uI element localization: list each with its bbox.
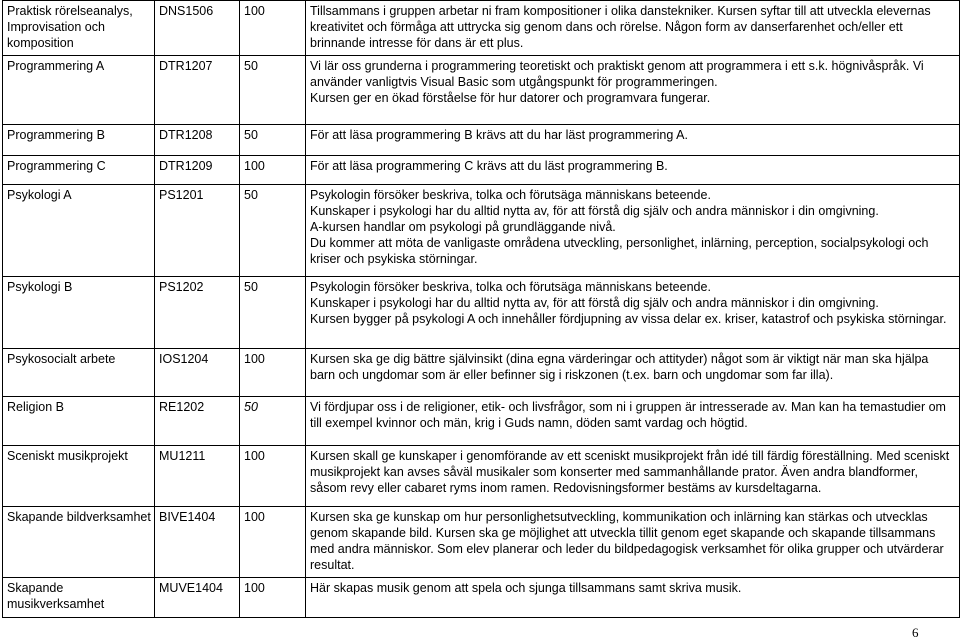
course-description: Kursen ska ge kunskap om hur personlighetsutveckling, kommunikation och inlärning kan stärkas och utvecklas genom skapande bild. Kursen ska ge möjlighet att utveckla tillit genom eget skapande och skapande tillsammans med andra människor. Som elev planerar och leder du bildpedagogisk verksamhet för olika grupper och utvärderar resultat. bbox=[310, 510, 944, 572]
course-code-cell bbox=[155, 397, 240, 446]
table-row bbox=[3, 578, 960, 618]
course-points: 50 bbox=[244, 128, 258, 142]
course-code: DTR1209 bbox=[159, 159, 213, 173]
course-points: 50 bbox=[244, 188, 258, 202]
course-name: Psykologi A bbox=[7, 188, 72, 202]
course-points: 50 bbox=[244, 400, 258, 414]
course-code: DNS1506 bbox=[159, 4, 214, 18]
course-name-cell bbox=[3, 156, 155, 185]
course-description: A-kursen handlar om psykologi på grundläggande nivå. bbox=[310, 220, 616, 234]
course-code: PS1202 bbox=[159, 280, 204, 294]
course-description-cell bbox=[306, 1, 960, 56]
course-points-cell bbox=[240, 277, 306, 349]
course-name: Programmering B bbox=[7, 128, 105, 142]
course-name: Programmering C bbox=[7, 159, 106, 173]
course-name-cell bbox=[3, 397, 155, 446]
course-points-cell bbox=[240, 185, 306, 277]
course-description: Tillsammans i gruppen arbetar ni fram kompositioner i olika danstekniker. Kursen syftar till att utveckla elevernas kreativitet och förmåga att uttrycka sig genom dans och rörelse. Någon form av danserfarenhet och/eller ett brinnande intresse för dans är ett plus. bbox=[310, 4, 931, 50]
course-name: Psykosocialt arbete bbox=[7, 352, 116, 366]
course-points-cell bbox=[240, 446, 306, 507]
course-name-cell bbox=[3, 185, 155, 277]
course-description: För att läsa programmering C krävs att du läst programmering B. bbox=[310, 159, 668, 173]
course-code: BIVE1404 bbox=[159, 510, 216, 524]
course-points-cell bbox=[240, 1, 306, 56]
course-name: Psykologi B bbox=[7, 280, 73, 294]
course-code-cell bbox=[155, 56, 240, 125]
table-row bbox=[3, 125, 960, 156]
course-code: DTR1207 bbox=[159, 59, 213, 73]
course-code: RE1202 bbox=[159, 400, 205, 414]
course-description-cell bbox=[306, 397, 960, 446]
course-description: Psykologin försöker beskriva, tolka och förutsäga människans beteende. bbox=[310, 188, 711, 202]
course-description: Vi lär oss grunderna i programmering teoretiskt och praktiskt genom att programmera i ett s.k. högnivåspråk. Vi använder vanligtvis Visual Basic som utgångspunkt för programmeringen. bbox=[310, 59, 924, 89]
course-description-cell bbox=[306, 125, 960, 156]
course-code: MU1211 bbox=[159, 449, 206, 463]
course-name-cell bbox=[3, 125, 155, 156]
course-description: Kunskaper i psykologi har du alltid nytta av, för att förstå dig själv och andra människor i din omgivning. bbox=[310, 296, 879, 310]
table-row bbox=[3, 185, 960, 277]
course-code-cell bbox=[155, 349, 240, 397]
course-points: 100 bbox=[244, 159, 265, 173]
course-points-cell bbox=[240, 349, 306, 397]
course-code-cell bbox=[155, 277, 240, 349]
course-points: 100 bbox=[244, 581, 265, 595]
table-row bbox=[3, 446, 960, 507]
course-points-cell bbox=[240, 56, 306, 125]
course-points: 100 bbox=[244, 449, 265, 463]
table-row bbox=[3, 56, 960, 125]
course-points-cell bbox=[240, 125, 306, 156]
course-name-cell bbox=[3, 1, 155, 56]
course-description: Kunskaper i psykologi har du alltid nytta av, för att förstå dig själv och andra människor i din omgivning. bbox=[310, 204, 879, 218]
course-name: Skapande bildverksamhet bbox=[7, 510, 151, 524]
course-name-cell bbox=[3, 446, 155, 507]
course-name-cell bbox=[3, 277, 155, 349]
table-row bbox=[3, 156, 960, 185]
course-points-cell bbox=[240, 156, 306, 185]
table-row bbox=[3, 277, 960, 349]
table-row bbox=[3, 397, 960, 446]
table-row bbox=[3, 1, 960, 56]
course-description-cell bbox=[306, 277, 960, 349]
course-name: Skapande musikverksamhet bbox=[7, 581, 105, 611]
course-name: Religion B bbox=[7, 400, 64, 414]
course-points-cell bbox=[240, 578, 306, 618]
course-description: Här skapas musik genom att spela och sjunga tillsammans samt skriva musik. bbox=[310, 581, 742, 595]
course-description: Kursen bygger på psykologi A och innehåller fördjupning av vissa delar ex. kriser, katastrof och psykiska störningar. bbox=[310, 312, 947, 326]
course-code-cell bbox=[155, 1, 240, 56]
course-code-cell bbox=[155, 578, 240, 618]
course-name-cell bbox=[3, 349, 155, 397]
course-description-cell bbox=[306, 185, 960, 277]
course-description-cell bbox=[306, 578, 960, 618]
course-description: Kursen skall ge kunskaper i genomförande av ett sceniskt musikprojekt från idé till färdig föreställning. Med sceniskt musikprojekt kan avses såväl musikaler som konserter med sammanhållande prator. Även andra blandformer, såsom revy eller cabaret ryms inom ramen. Redovisningsformer bestäms av kursdeltagarna. bbox=[310, 449, 950, 495]
course-name-cell bbox=[3, 578, 155, 618]
course-description: Kursen ska ge dig bättre självinsikt (dina egna värderingar och attityder) något som är viktigt när man ska hjälpa barn och ungdomar som är eller befinner sig i riskzonen (t.ex. barn och ungdomar som far illa). bbox=[310, 352, 929, 382]
course-points: 50 bbox=[244, 280, 258, 294]
course-code: IOS1204 bbox=[159, 352, 209, 366]
course-name-cell bbox=[3, 56, 155, 125]
course-code-cell bbox=[155, 446, 240, 507]
course-description-cell bbox=[306, 156, 960, 185]
course-table bbox=[2, 0, 960, 618]
course-points: 100 bbox=[244, 352, 265, 366]
course-code: PS1201 bbox=[159, 188, 204, 202]
course-code-cell bbox=[155, 156, 240, 185]
course-description: Du kommer att möta de vanligaste områdena utveckling, personlighet, inlärning, perception, socialpsykologi och kriser och psykiska störningar. bbox=[310, 236, 929, 266]
course-points: 100 bbox=[244, 4, 265, 18]
course-name: Sceniskt musikprojekt bbox=[7, 449, 128, 463]
table-row bbox=[3, 349, 960, 397]
course-name: Praktisk rörelseanalys, Improvisation och komposition bbox=[7, 4, 133, 50]
course-description: För att läsa programmering B krävs att du har läst programmering A. bbox=[310, 128, 688, 142]
course-code-cell bbox=[155, 125, 240, 156]
course-description: Kursen ger en ökad förståelse för hur datorer och programvara fungerar. bbox=[310, 91, 711, 105]
course-points-cell bbox=[240, 507, 306, 578]
table-row bbox=[3, 507, 960, 578]
course-description-cell bbox=[306, 349, 960, 397]
course-points: 50 bbox=[244, 59, 258, 73]
course-points-cell bbox=[240, 397, 306, 446]
course-description-cell bbox=[306, 56, 960, 125]
course-code-cell bbox=[155, 185, 240, 277]
course-points: 100 bbox=[244, 510, 265, 524]
course-description: Vi fördjupar oss i de religioner, etik- och livsfrågor, som ni i gruppen är intresserade av. Man kan ha temastudier om till exempel kvinnor och män, krig i Guds namn, döden samt vardag och högtid. bbox=[310, 400, 946, 430]
course-code-cell bbox=[155, 507, 240, 578]
course-description-cell bbox=[306, 446, 960, 507]
course-description-cell bbox=[306, 507, 960, 578]
course-name: Programmering A bbox=[7, 59, 105, 73]
page-number: 6 bbox=[912, 625, 919, 640]
course-description: Psykologin försöker beskriva, tolka och förutsäga människans beteende. bbox=[310, 280, 711, 294]
course-code: DTR1208 bbox=[159, 128, 213, 142]
course-code: MUVE1404 bbox=[159, 581, 223, 595]
course-name-cell bbox=[3, 507, 155, 578]
